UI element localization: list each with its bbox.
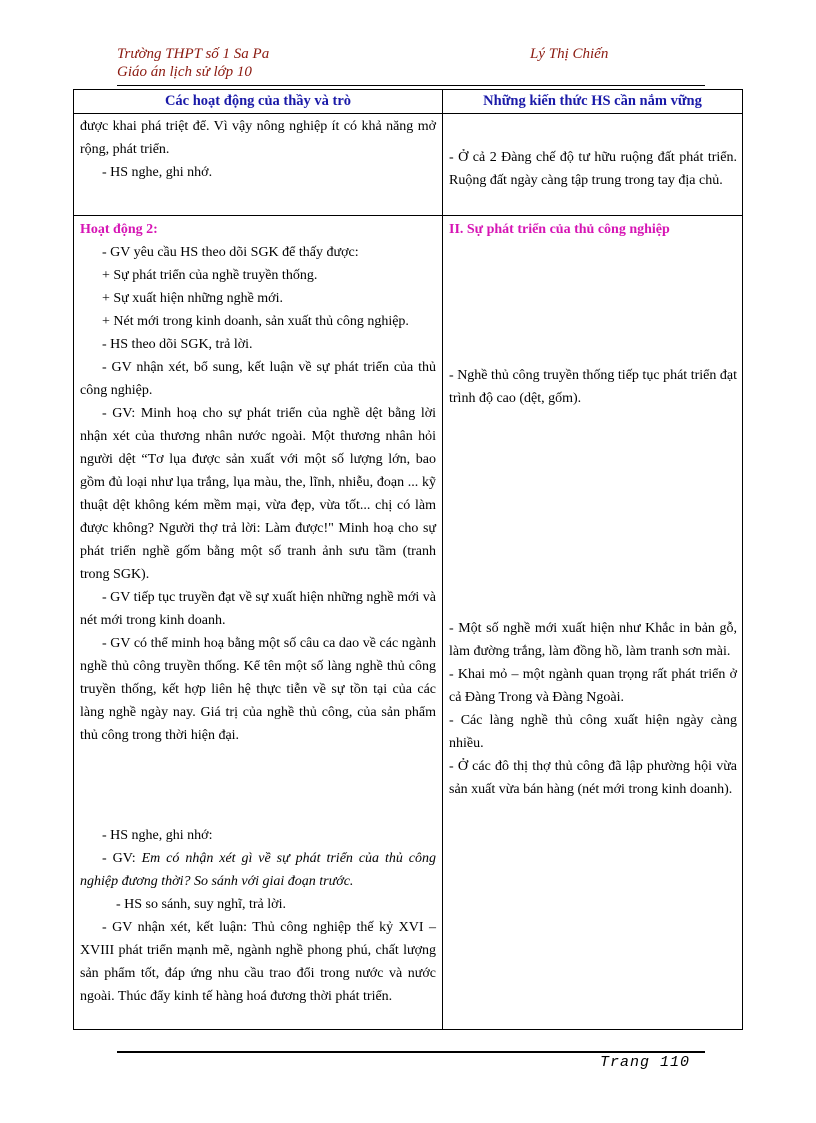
row2-left-p2: + Sự phát triển của nghề truyền thống.: [102, 268, 318, 283]
row1-right-p1: - Ở cả 2 Đàng chế độ tư hữu ruộng đất phát triển. Ruộng đất ngày càng tập trung trong tay địa chủ.: [449, 150, 737, 188]
col-right-title: Những kiến thức HS cần nắm vững: [483, 93, 702, 109]
row1-left-p2: - HS nghe, ghi nhớ.: [102, 165, 213, 180]
row2-left-p4: + Nét mới trong kinh doanh, sản xuất thủ công nghiệp.: [102, 314, 409, 329]
page-number: Trang 110: [600, 1054, 691, 1071]
row2-right-list: [449, 617, 737, 801]
row2-right-p4: - Các làng nghề thủ công xuất hiện ngày càng nhiều.: [449, 713, 737, 751]
document-subtitle: Giáo án lịch sử lớp 10: [117, 64, 252, 80]
column-divider: [442, 90, 443, 1029]
header-row-divider: [74, 113, 742, 114]
row2-left-p6: - GV nhận xét, bổ sung, kết luận về sự phát triển của thủ công nghiệp.: [80, 360, 436, 398]
row2-left-p3: + Sự xuất hiện những nghề mới.: [102, 291, 283, 306]
row2-right-p3: - Khai mỏ – một ngành quan trọng rất phát triển ở cả Đàng Trong và Đàng Ngoài.: [449, 667, 737, 705]
row2-left-p10: - HS nghe, ghi nhớ:: [102, 828, 213, 843]
row2-right-p1: - Nghề thủ công truyền thống tiếp tục phát triển đạt trình độ cao (dệt, gốm).: [449, 368, 737, 406]
gv-prefix: - GV:: [102, 851, 142, 866]
row2-left-cell-lower: [80, 824, 436, 1008]
row2-left-p8: - GV tiếp tục truyền đạt về sự xuất hiện những nghề mới và nét mới trong kinh doanh.: [80, 590, 436, 628]
row2-right-heading-cell: [449, 218, 737, 241]
row2-left-cell: [80, 218, 436, 747]
row-divider: [74, 215, 742, 216]
header-rule: [117, 85, 705, 86]
row2-left-p11: [80, 847, 436, 893]
row2-left-p7: - GV: Minh hoạ cho sự phát triển của nghề dệt bằng lời nhận xét của thương nhân nước ngoài. Một thương nhân hỏi người dệt “Tơ lụa được sản xuất với một số lượng lớn, bao gồm đủ loại như lụa trắng, lụa màu, the, lĩnh, nhiễu, đoạn ... kỹ thuật dệt không kém mềm mại, vừa đẹp, vừa tốt... chị có làm được không? Người thợ trả lời: Làm được!" Minh hoạ cho sự phát triển nghề gốm bằng một số tranh ảnh sưu tầm (tranh trong SGK).: [80, 406, 436, 582]
activity-heading: Hoạt động 2:: [80, 222, 158, 237]
lesson-table: [73, 89, 743, 1030]
row1-right-cell: [449, 146, 737, 192]
author-name: Lý Thị Chiến: [530, 46, 609, 62]
footer-rule: [117, 1051, 705, 1053]
row2-left-p5: - HS theo dõi SGK, trả lời.: [102, 337, 253, 352]
col-left-title: Các hoạt động của thầy và trò: [164, 93, 352, 109]
row2-right-p2: - Một số nghề mới xuất hiện như Khắc in bản gỗ, làm đường trắng, làm đồng hồ, làm tranh sơn mài.: [449, 621, 737, 659]
section-heading: II. Sự phát triển của thủ công nghiệp: [449, 222, 670, 237]
row2-left-p1: - GV yêu cầu HS theo dõi SGK để thấy được:: [102, 245, 359, 260]
row1-left-cell: [80, 115, 436, 184]
row2-right-p1-cell: [449, 364, 737, 410]
row2-left-p9: - GV có thể minh hoạ bằng một số câu ca dao về các ngành nghề thủ công truyền thống. Kể tên một số làng nghề thủ công truyền thống, kết hợp liên hệ thực tiễn về sự tồn tại của các làng nghề ngày nay. Giá trị của nghề thủ công, của sản phẩm thủ công trong thời hiện đại.: [80, 636, 436, 743]
school-name: Trường THPT số 1 Sa Pa: [117, 46, 270, 62]
gv-question: Em có nhận xét gì về sự phát triển của thủ công nghiệp đương thời? So sánh với giai đoạn trước.: [80, 851, 437, 889]
row1-left-p1: được khai phá triệt để. Vì vậy nông nghiệp ít có khả năng mở rộng, phát triển.: [80, 119, 436, 157]
row2-left-p13: - GV nhận xét, kết luận: Thủ công nghiệp thế kỷ XVI – XVIII phát triển mạnh mẽ, ngành nghề phong phú, chất lượng sản phẩm tốt, đáp ứng nhu cầu trao đổi trong nước và nước ngoài. Thúc đẩy kinh tế hàng hoá đương thời phát triển.: [80, 920, 436, 1004]
row2-right-p5: - Ở các đô thị thợ thủ công đã lập phường hội vừa sản xuất vừa bán hàng (nét mới trong kinh doanh).: [449, 759, 737, 797]
row2-left-p12: - HS so sánh, suy nghĩ, trả lời.: [116, 897, 286, 912]
